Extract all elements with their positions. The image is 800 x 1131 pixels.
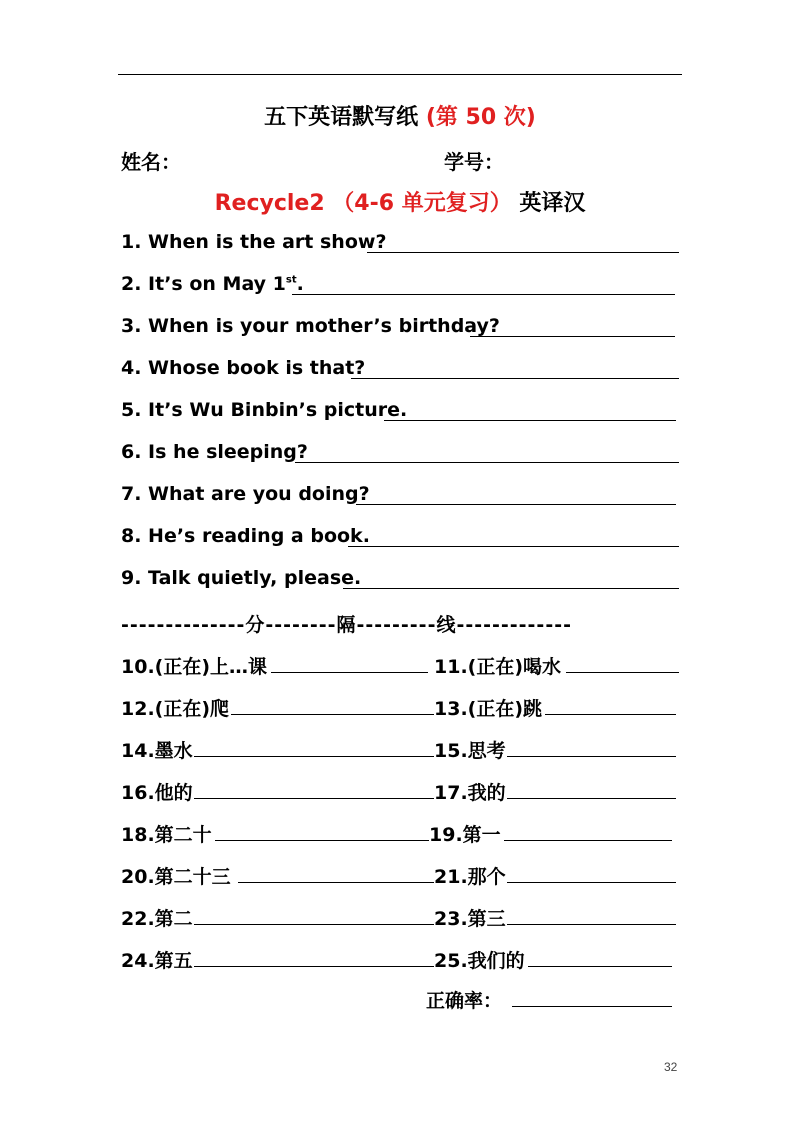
answer-line-12[interactable]: [231, 714, 434, 715]
answer-line-5[interactable]: [384, 420, 676, 421]
item-21: 21.那个: [434, 866, 506, 888]
answer-line-23[interactable]: [507, 924, 676, 925]
answer-line-3[interactable]: [470, 336, 675, 337]
answer-line-15[interactable]: [507, 756, 676, 757]
answer-line-4[interactable]: [351, 378, 679, 379]
answer-line-1[interactable]: [367, 252, 679, 253]
answer-line-2[interactable]: [292, 294, 675, 295]
item-13: 13.(正在)跳: [434, 698, 543, 720]
answer-line-9[interactable]: [343, 588, 679, 589]
answer-line-18[interactable]: [215, 840, 429, 841]
item-22: 22.第二: [121, 908, 193, 930]
item-25: 25.我们的: [434, 950, 525, 972]
title-accent: (第 50 次): [425, 105, 536, 130]
answer-line-10[interactable]: [271, 672, 428, 673]
name-label: 姓名：: [121, 150, 181, 174]
item-24: 24.第五: [121, 950, 193, 972]
answer-line-11[interactable]: [566, 672, 679, 673]
answer-line-6[interactable]: [295, 462, 679, 463]
question-4: 4. Whose book is that?: [121, 357, 366, 379]
accuracy-answer-line[interactable]: [512, 1006, 672, 1007]
subtitle-rest: 英译汉: [519, 191, 586, 216]
answer-line-14[interactable]: [194, 756, 434, 757]
title-main: 五下英语默写纸: [264, 105, 419, 130]
answer-line-17[interactable]: [507, 798, 676, 799]
student-id-label: 学号：: [444, 150, 504, 174]
item-16: 16.他的: [121, 782, 193, 804]
question-6: 6. Is he sleeping?: [121, 441, 308, 463]
section-subtitle: [0, 186, 800, 217]
divider-line: --------------分--------隔---------线-------------: [121, 614, 572, 636]
item-12: 12.(正在)爬: [121, 698, 230, 720]
subtitle-accent: Recycle2 （4-6 单元复习）: [214, 191, 512, 216]
answer-line-16[interactable]: [194, 798, 434, 799]
ordinal-suffix: st: [285, 274, 297, 286]
item-20: 20.第二十三: [121, 866, 231, 888]
answer-line-13[interactable]: [545, 714, 676, 715]
question-3: 3. When is your mother’s birthday?: [121, 315, 500, 337]
item-15: 15.思考: [434, 740, 506, 762]
answer-line-25[interactable]: [528, 966, 672, 967]
answer-line-7[interactable]: [356, 504, 676, 505]
answer-line-20[interactable]: [238, 882, 434, 883]
question-7: 7. What are you doing?: [121, 483, 370, 505]
item-23: 23.第三: [434, 908, 506, 930]
page-number: 32: [664, 1060, 678, 1074]
item-10: 10.(正在)上…课: [121, 656, 268, 678]
question-9: 9. Talk quietly, please.: [121, 567, 362, 589]
answer-line-8[interactable]: [348, 546, 679, 547]
answer-line-19[interactable]: [504, 840, 672, 841]
top-rule: [118, 74, 682, 75]
answer-line-22[interactable]: [194, 924, 434, 925]
worksheet-title: [0, 100, 800, 131]
question-2: 2. It’s on May 1st.: [121, 273, 304, 295]
question-8: 8. He’s reading a book.: [121, 525, 370, 547]
accuracy-label: 正确率：: [426, 990, 503, 1012]
item-14: 14.墨水: [121, 740, 193, 762]
item-11: 11.(正在)喝水: [434, 656, 562, 678]
answer-line-24[interactable]: [194, 966, 434, 967]
item-19: 19.第一: [429, 824, 501, 846]
item-17: 17.我的: [434, 782, 506, 804]
item-18: 18.第二十: [121, 824, 212, 846]
answer-line-21[interactable]: [507, 882, 676, 883]
question-1: 1. When is the art show?: [121, 231, 387, 253]
question-5: 5. It’s Wu Binbin’s picture.: [121, 399, 408, 421]
